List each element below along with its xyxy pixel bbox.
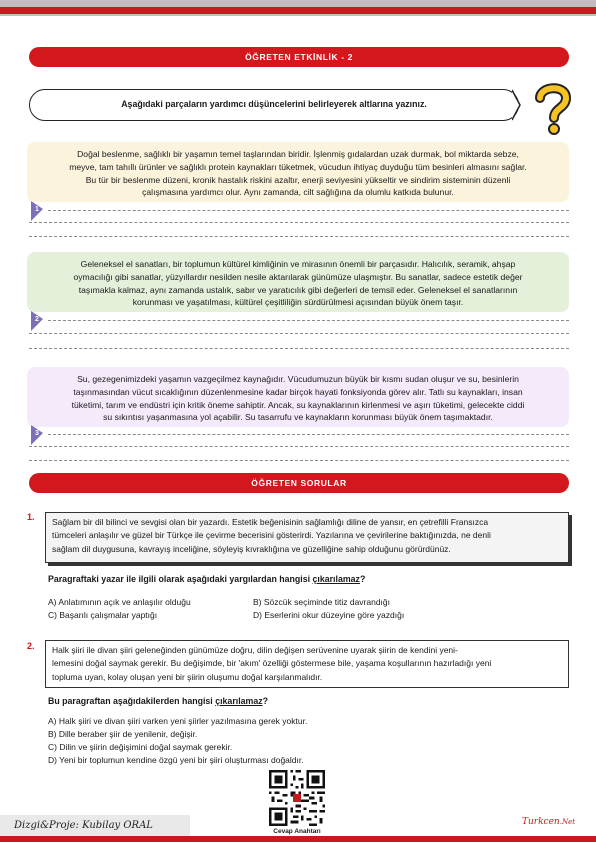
passage-line: çalışmasına yardımcı olur. Aynı zamanda, cilt sağlığına da olumlu katkıda bulunur. [142, 187, 454, 198]
answer-line-1b[interactable] [29, 222, 569, 223]
passage-line: taşımakla kalmaz, aynı zamanda ustalık, sabır ve yaratıcılık gibi değerleri de temsil eder. Geleneksel el sanatlarının [78, 284, 518, 295]
paragraph-line: tümceleri anlaşılır ve güzel bir Türkçe ile çevirme becerisini gösterirdi. Yazılarına ve çevirilerine baktığınızda, ne denli [52, 530, 491, 541]
passage-line: Bu tür bir beslenme düzeni, kronik hastalık riskini azaltır, enerji seviyesini yükseltir ve sindirim sisteminin düzenli [85, 174, 511, 185]
answer-number-3: 3 [35, 430, 39, 437]
answer-line-1a[interactable] [48, 210, 569, 211]
paragraph-line: topluma uyan, kolay oluşan yeni bir şiirin oluşumu doğal karşılanmalıdır. [52, 671, 323, 682]
question-2-option-a[interactable]: A) Halk şiiri ve divan şiiri varken yeni şiirler yazılmasına gerek yoktur. [48, 716, 308, 726]
passage-line: taşınmasından vücut sıcaklığının düzenlenmesine kadar birçok hayati fonksiyonda görev alır. Tatlı su kaynakları, insan [73, 386, 523, 397]
instruction-box-arrow [512, 89, 526, 121]
passage-line: meyve, tam tahıllı ürünler ve sağlıklı protein kaynakları tüketmek, vücudun ihtiyaç duyduğu tüm besinleri almasını sağlar. [69, 161, 527, 172]
question-1-paragraph [45, 512, 569, 563]
paragraph-line: sağlam dil duygusuna, kavrayış inceliğine, söyleyiş kıvraklığına ve güzelliğine sahip olduğunu görürdünüz. [52, 543, 451, 554]
footer-bar [0, 836, 596, 842]
answer-line-1c[interactable] [29, 236, 569, 237]
stem-text: Paragraftaki yazar ile ilgili olarak aşağıdaki yargılardan hangisi [48, 574, 313, 584]
passage-line: su sıkıntısı yaşanmasına yol açabilir. Su tasarrufu ve kaynakların korunması büyük önem taşımaktadır. [103, 412, 493, 423]
logo-text: Turkcen [522, 817, 560, 827]
stem-text: Bu paragraftan aşağıdakilerden hangisi [48, 696, 216, 706]
question-1-number: 1. [27, 512, 35, 522]
question-mark-icon [532, 80, 574, 136]
question-2-option-c[interactable]: C) Dilin ve şiirin değişimini doğal saymak gerekir. [48, 742, 233, 752]
question-1-option-a[interactable]: A) Anlatımının açık ve anlaşılır olduğu [48, 597, 191, 607]
site-logo[interactable] [522, 817, 575, 827]
question-1-option-d[interactable]: D) Eserlerini okur düzeyine göre yazdığı [253, 610, 405, 620]
qr-caption: Cevap Anahtarı [273, 828, 321, 835]
questions-banner: ÖĞRETEN SORULAR [29, 473, 569, 493]
answer-line-2c[interactable] [29, 348, 569, 349]
question-2-option-d[interactable]: D) Yeni bir toplumun kendine özgü yeni bir şiiri oluşturması doğaldır. [48, 755, 304, 765]
paragraph-line: Sağlam bir dil bilinci ve sevgisi olan bir yazardı. Estetik beğenisinin sağlamlığı diline de yansır, en çetrefilli Fransızca [52, 517, 489, 527]
passage-line: Doğal beslenme, sağlıklı bir yaşamın temel taşlarından biridir. İşlenmiş gıdalardan uzak durmak, bol miktarda sebze, [77, 149, 519, 159]
logo-suffix: .Net [559, 818, 576, 826]
question-2-number: 2. [27, 641, 35, 651]
paragraph-line: lemesini doğal saymak gerekir. Bu değişimde, bir 'akım' özelliği göstermese bile, yaşama koşullarının hazırladığı yeni [52, 658, 492, 669]
answer-number-2: 2 [35, 316, 39, 323]
passage-1 [27, 142, 569, 202]
stem-end: ? [262, 696, 269, 706]
passage-line: korunması ve yaşatılması, kültürel çeşitliliğin sürdürülmesi açısından büyük önem taşır. [132, 297, 464, 308]
passage-line: Su, gezegenimizdeki yaşamın vazgeçilmez kaynağıdır. Vücudumuzun büyük bir kısmı sudan oluşur ve su, besinlerin [77, 374, 519, 384]
paragraph-line: Halk şiiri ile divan şiiri geleneğinden günümüze doğru, dilin değişen serüvenine uyarak şiirin de kendini yeni- [52, 645, 458, 655]
question-1-option-c[interactable]: C) Başarılı çalışmalar yaptığı [48, 610, 158, 620]
answer-number-1: 1 [35, 206, 39, 213]
question-2-stem [48, 696, 268, 706]
question-2-option-b[interactable]: B) Dille beraber şiir de yenilenir, değişir. [48, 729, 198, 739]
passage-line: tüketimi, tarım ve endüstri için kritik öneme sahiptir. Ancak, su kaynaklarının kirlenmesi ve aşırı tüketimi, gelecekte ciddi [71, 399, 525, 410]
top-bar [0, 0, 596, 16]
stem-end: ? [359, 574, 366, 584]
passage-line: oymacılığı gibi sanatlar, yüzyıllardır nesilden nesile aktarılarak günümüze ulaşmıştır. Bu sanatlar, sadece estetik değer [73, 271, 523, 282]
question-2-paragraph [45, 640, 569, 688]
question-1-option-b[interactable]: B) Sözcük seçiminde titiz davrandığı [253, 597, 391, 607]
passage-2 [27, 252, 569, 312]
footer-author: Dizgi&Proje: Kubilay ORAL [14, 820, 153, 831]
answer-line-3a[interactable] [48, 434, 569, 435]
instruction-box: Aşağıdaki parçaların yardımcı düşüncelerini belirleyerek altlarına yazınız. [29, 89, 519, 121]
question-1-stem [48, 574, 365, 584]
passage-line: Geleneksel el sanatları, bir toplumun kültürel kimliğinin ve mirasının önemli bir parçasıdır. Halıcılık, seramik, ahşap [80, 259, 516, 269]
passage-3 [27, 367, 569, 427]
stem-underlined: çıkarılamaz [215, 696, 263, 706]
stem-underlined: çıkarılamaz [312, 574, 360, 584]
answer-line-2b[interactable] [29, 333, 569, 334]
answer-key-qr-code[interactable] [269, 770, 325, 826]
answer-line-3b[interactable] [29, 446, 569, 447]
answer-line-2a[interactable] [48, 320, 569, 321]
activity-title-banner: ÖĞRETEN ETKİNLİK - 2 [29, 47, 569, 67]
answer-line-3c[interactable] [29, 460, 569, 461]
